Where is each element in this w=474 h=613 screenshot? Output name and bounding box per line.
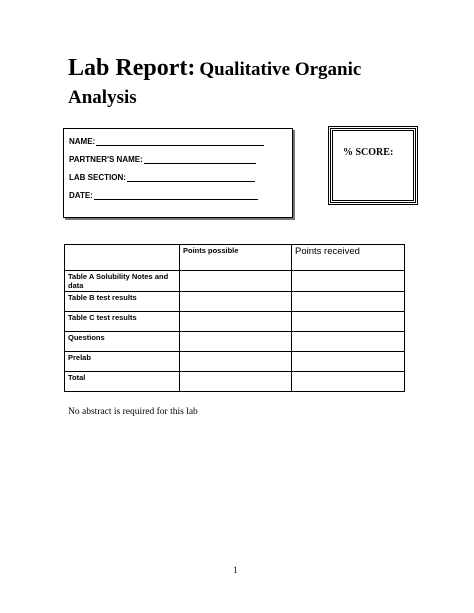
row-label: Total bbox=[65, 372, 180, 392]
partner-name-field[interactable] bbox=[69, 155, 256, 164]
date-blank[interactable] bbox=[94, 191, 258, 200]
table-row bbox=[65, 352, 405, 372]
points-received-cell[interactable] bbox=[292, 332, 405, 352]
partner-name-blank[interactable] bbox=[144, 155, 256, 164]
table-row bbox=[65, 312, 405, 332]
table-row bbox=[65, 332, 405, 352]
score-box bbox=[330, 128, 416, 203]
report-title bbox=[68, 55, 388, 112]
title-main: Lab Report: bbox=[68, 55, 196, 81]
row-label: Questions bbox=[65, 332, 180, 352]
table-row bbox=[65, 292, 405, 312]
lab-section-field[interactable] bbox=[69, 173, 255, 182]
page-number: 1 bbox=[233, 565, 238, 575]
row-label: Prelab bbox=[65, 352, 180, 372]
points-possible-cell[interactable] bbox=[180, 292, 292, 312]
lab-section-blank[interactable] bbox=[127, 173, 255, 182]
points-possible-cell[interactable] bbox=[180, 271, 292, 292]
points-received-cell[interactable] bbox=[292, 312, 405, 332]
header-points-possible: Points possible bbox=[180, 245, 292, 271]
student-info-box bbox=[63, 128, 293, 218]
points-possible-cell[interactable] bbox=[180, 372, 292, 392]
row-label: Table C test results bbox=[65, 312, 180, 332]
row-label: Table A Solubility Notes and data bbox=[65, 271, 180, 292]
points-received-cell[interactable] bbox=[292, 292, 405, 312]
grading-table bbox=[64, 244, 405, 392]
date-field[interactable] bbox=[69, 191, 258, 200]
points-possible-cell[interactable] bbox=[180, 332, 292, 352]
table-header-row bbox=[65, 245, 405, 271]
points-received-cell[interactable] bbox=[292, 352, 405, 372]
abstract-note: No abstract is required for this lab bbox=[68, 407, 198, 417]
points-received-cell[interactable] bbox=[292, 271, 405, 292]
partner-name-label: PARTNER'S NAME: bbox=[69, 155, 143, 164]
name-label: NAME: bbox=[69, 137, 96, 146]
title-subtitle: Qualitative Organic Analysis bbox=[68, 59, 362, 108]
lab-section-label: LAB SECTION: bbox=[69, 173, 126, 182]
name-field[interactable] bbox=[69, 137, 264, 146]
table-row bbox=[65, 372, 405, 392]
name-blank[interactable] bbox=[96, 137, 264, 146]
points-received-cell[interactable] bbox=[292, 372, 405, 392]
points-possible-cell[interactable] bbox=[180, 352, 292, 372]
table-row bbox=[65, 271, 405, 292]
score-label: % SCORE: bbox=[343, 147, 394, 158]
header-empty-cell bbox=[65, 245, 180, 271]
row-label: Table B test results bbox=[65, 292, 180, 312]
points-possible-cell[interactable] bbox=[180, 312, 292, 332]
header-points-received: Points received bbox=[292, 245, 405, 271]
date-label: DATE: bbox=[69, 191, 93, 200]
